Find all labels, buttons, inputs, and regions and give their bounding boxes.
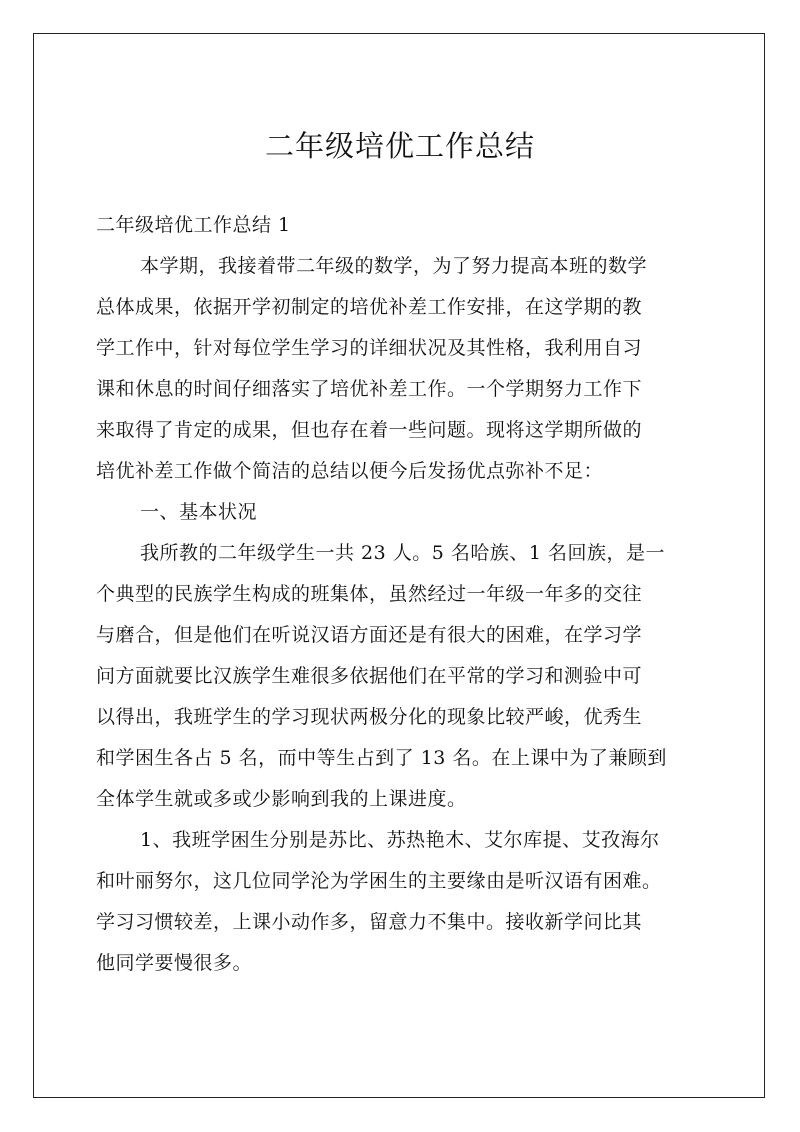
- text-line: 与磨合，但是他们在听说汉语方面还是有很大的困难，在学习学: [96, 624, 643, 646]
- paragraph-struggling-students: [96, 820, 704, 984]
- text-line: 学习习惯较差，上课小动作多，留意力不集中。接收新学问比其: [96, 911, 643, 933]
- text-line: 我所教的二年级学生一共 23 人。5 名哈族、1 名回族，是一: [140, 542, 666, 564]
- text-line: 以得出，我班学生的学习现状两极分化的现象比较严峻，优秀生: [96, 706, 643, 728]
- text-line: 来取得了肯定的成果，但也存在着一些问题。现将这学期所做的: [96, 419, 643, 441]
- text-line: 课和休息的时间仔细落实了培优补差工作。一个学期努力工作下: [96, 378, 643, 400]
- paragraph-intro: [96, 246, 704, 492]
- text-line: 学工作中，针对每位学生学习的详细状况及其性格，我利用自习: [96, 337, 643, 359]
- text-line: 和学困生各占 5 名，而中等生占到了 13 名。在上课中为了兼顾到: [96, 747, 667, 769]
- text-line: 个典型的民族学生构成的班集体，虽然经过一年级一年多的交往: [96, 583, 643, 605]
- text-line: 培优补差工作做个简洁的总结以便今后发扬优点弥补不足：: [96, 460, 604, 482]
- text-line: 1、我班学困生分别是苏比、苏热艳木、艾尔库提、艾孜海尔: [140, 829, 660, 851]
- text-line: 和叶丽努尔，这几位同学沦为学困生的主要缘由是听汉语有困难。: [96, 870, 662, 892]
- text-line: 总体成果，依据开学初制定的培优补差工作安排，在这学期的教: [96, 296, 643, 318]
- text-line: 全体学生就或多或少影响到我的上课进度。: [96, 788, 467, 810]
- document-title: 二年级培优工作总结: [264, 129, 535, 163]
- section-heading-basic-status: 一、基本状况: [140, 501, 258, 523]
- text-line: 本学期，我接着带二年级的数学，为了努力提高本班的数学: [140, 255, 648, 277]
- text-line: 问方面就要比汉族学生难很多依据他们在平常的学习和测验中可: [96, 665, 643, 687]
- section-subtitle: 二年级培优工作总结 1: [96, 214, 291, 236]
- paragraph-class-overview: [96, 533, 704, 820]
- text-line: 他同学要慢很多。: [96, 952, 253, 974]
- document-body: [96, 120, 704, 984]
